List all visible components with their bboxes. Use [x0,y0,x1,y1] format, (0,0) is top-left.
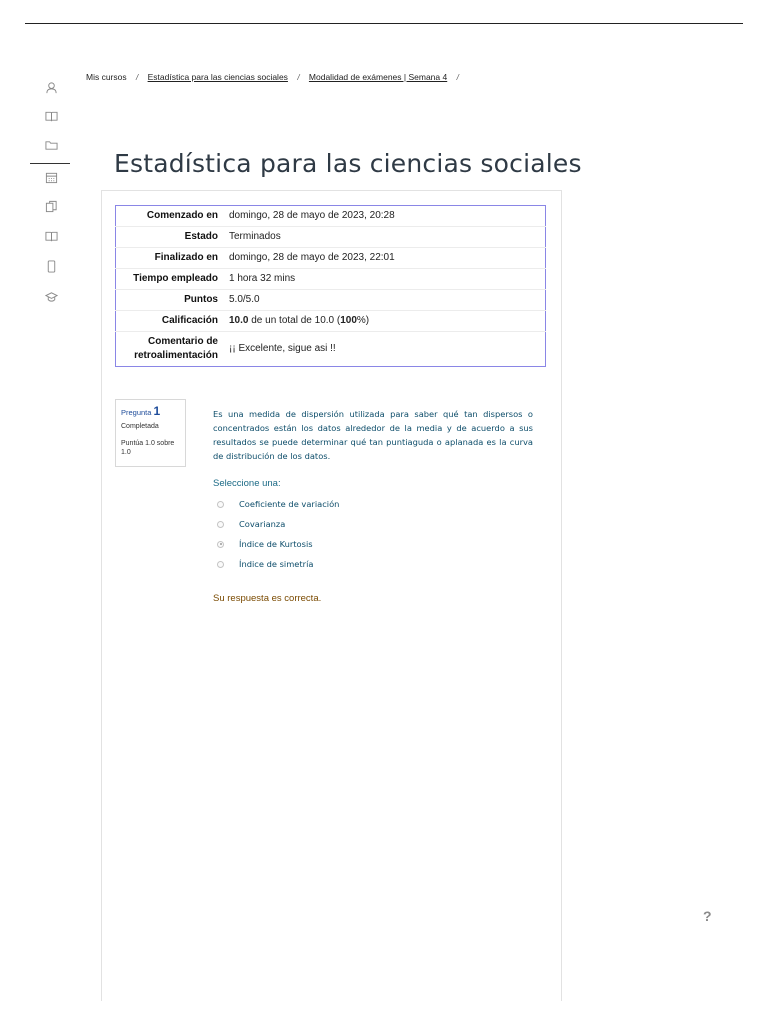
summary-row-points [116,290,546,311]
question-label: Pregunta [121,408,152,417]
folder-icon[interactable] [44,138,58,152]
book-open-icon[interactable] [44,229,58,243]
question-info-box [115,399,186,467]
question-grade: Puntúa 1.0 sobre 1.0 [121,440,175,456]
summary-value: domingo, 28 de mayo de 2023, 20:28 [229,210,395,221]
question-text: Es una medida de dispersión utilizada para saber qué tan dispersos o concentrados están los datos alrededor de la media y de acuerdo a sus resultados se puede determinar qué tan puntiaguda o aplanada es la curva de distribución de los datos. [213,409,533,461]
answer-option[interactable] [217,494,339,514]
radio-button[interactable] [217,501,224,508]
summary-row-started [116,206,546,227]
sidebar-active-indicator [30,163,70,164]
book-icon[interactable] [44,109,58,123]
attempt-summary-table [115,205,546,367]
question-number-value: 1 [153,404,161,418]
summary-row-state [116,227,546,248]
breadcrumb-course[interactable]: Estadística para las ciencias sociales [147,72,288,82]
radio-button[interactable] [217,561,224,568]
breadcrumb-separator: / [136,73,139,82]
question-prompt: Seleccione una: [213,478,281,489]
page-title: Estadística para las ciencias sociales [114,148,582,178]
summary-label: Comentario de retroalimentación [134,336,218,361]
summary-label: Estado [184,231,218,242]
answer-option-label: Coeficiente de variación [239,499,340,509]
answer-option-label: Índice de simetría [239,559,314,569]
summary-row-grade [116,311,546,332]
summary-value: Terminados [229,231,281,242]
answer-feedback: Su respuesta es correcta. [213,593,322,604]
grade-text: de un total de 10.0 ( [248,315,341,326]
grade-percent: 100 [340,315,357,326]
help-icon[interactable]: ? [703,908,712,924]
copy-icon[interactable] [44,199,58,213]
question-number [121,404,160,418]
summary-value: 5.0/5.0 [229,294,260,305]
summary-row-finished [116,248,546,269]
calendar-icon[interactable] [44,170,58,184]
summary-label: Calificación [161,315,218,326]
phone-icon[interactable] [44,259,58,273]
summary-label: Finalizado en [154,252,218,263]
summary-value: domingo, 28 de mayo de 2023, 22:01 [229,252,395,263]
top-divider [25,23,743,24]
answer-option[interactable] [217,554,339,574]
question-state: Completada [121,423,159,430]
breadcrumb-exam-modality[interactable]: Modalidad de exámenes | Semana 4 [308,72,448,82]
grade-text-end: %) [356,315,370,326]
breadcrumb [86,72,466,82]
answer-options [217,494,339,574]
summary-row-feedback [116,332,546,367]
breadcrumb-separator: / [456,73,459,82]
grade-score: 10.0 [229,315,249,326]
summary-value: ¡¡ Excelente, sigue asi !! [229,343,336,354]
answer-option-label: Covarianza [239,519,286,529]
radio-button-selected[interactable] [217,541,224,548]
user-icon[interactable] [44,80,58,94]
summary-row-time [116,269,546,290]
summary-label: Comenzado en [146,210,218,221]
answer-option-label: Índice de Kurtosis [239,539,313,549]
summary-value [223,311,546,332]
summary-label: Tiempo empleado [133,273,218,284]
breadcrumb-separator: / [297,73,300,82]
graduation-cap-icon[interactable] [44,289,58,303]
answer-option[interactable] [217,514,339,534]
breadcrumb-mis-cursos[interactable]: Mis cursos [86,72,127,82]
summary-value: 1 hora 32 mins [229,273,296,284]
radio-button[interactable] [217,521,224,528]
answer-option[interactable] [217,534,339,554]
summary-label: Puntos [184,294,218,305]
